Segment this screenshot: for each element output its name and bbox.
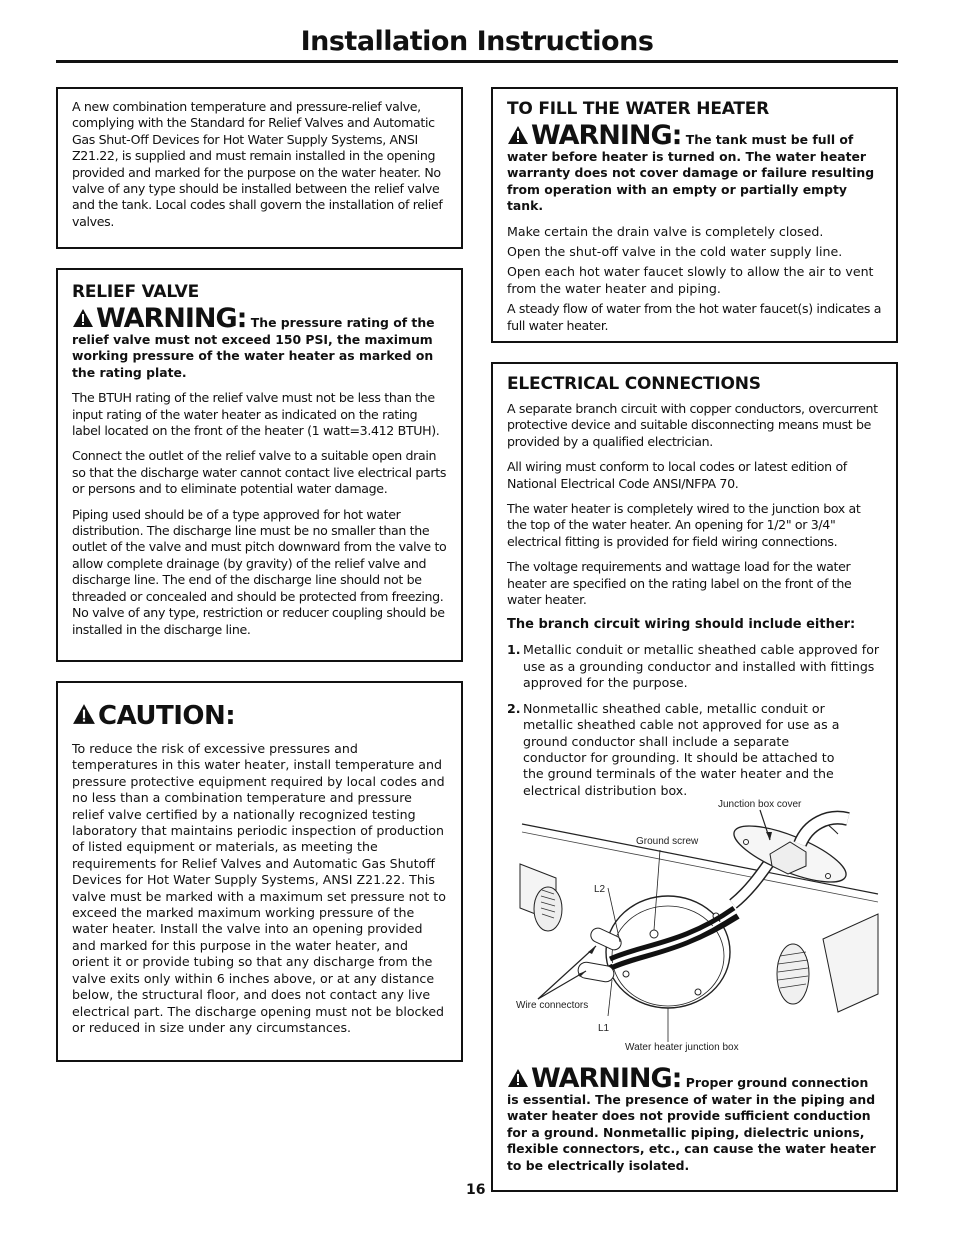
junction-box-cover [728, 815, 853, 893]
relief-valve-warning [72, 303, 447, 381]
warning-text: Proper ground connection is essential. The presence of water in the piping and water heater does not provide sufficient conduction for a ground. Nonmetallic piping, dielectric unions, flexible connectors, etc., can cause the water heater to be electrically isolated. [507, 1075, 876, 1173]
wire-connectors-label: Wire connectors [516, 1000, 589, 1011]
right-pipe-fitting [777, 914, 878, 1012]
page-title: Installation Instructions [300, 26, 654, 57]
left-pipe-fitting [520, 864, 562, 931]
fill-heading: TO FILL THE WATER HEATER [507, 99, 770, 119]
relief-valve-heading: RELIEF VALVE [72, 282, 200, 302]
l2-label: L2 [594, 884, 606, 895]
warning-text: The tank must be full of water before heater is turned on. The water heater warranty does not cover damage or failure resulting from operation with an empty or partially empty tank. [507, 132, 875, 214]
title-rule [56, 60, 898, 63]
electrical-paragraph: The water heater is completely wired to the junction box at the top of the water heater. An opening for 1/2" or 3/4" electrical fitting is provided for field wiring connections. [507, 501, 861, 549]
caution-word: CAUTION: [98, 701, 236, 731]
relief-valve-intro-box [56, 87, 463, 249]
caution-text: To reduce the risk of excessive pressures and temperatures in this water heater, install temperature and pressure protective equipment required by local codes and no less than a combination temperature and pressure relief valve certified by a nationally recognized testing laboratory that maintains periodic inspection of production of listed equipment or materials, as meeting the requirements for Relief Valves and Automatic Gas Shutoff Devices for Hot Water Supply Systems, ANSI Z21.22. This valve must be marked with a maximum set pressure not to exceed the marked maximum working pressure of the water heater. Install the valve into an opening provided and marked for this purpose in the water heater, and orient it or provide tubing so that any discharge from the valve exits only within 6 inches above, or at any distance below, the structural floor, and does not contact any live electrical part. The discharge opening must not be blocked or reduced in size under any circumstances. [72, 741, 446, 1035]
warning-triangle-icon [72, 308, 94, 328]
caution-heading [72, 701, 447, 731]
branch-circuit-subheading: The branch circuit wiring should include either: [507, 617, 856, 633]
electrical-heading: ELECTRICAL CONNECTIONS [507, 374, 761, 394]
fill-warning [507, 120, 882, 215]
fill-step: Open each hot water faucet slowly to allow the air to vent from the water heater and piping. [507, 264, 874, 296]
page-number: 16 [466, 1182, 486, 1198]
fill-step: A steady flow of water from the hot water faucet(s) indicates a full water heater. [507, 301, 882, 333]
relief-paragraph: Piping used should be of a type approved for hot water distribution. The discharge line must be no smaller than the outlet of the valve and must pitch downward from the valve to allow complete drainage (by gravity) of the relief valve and discharge line. The end of the discharge line should not be threaded or concealed and should be protected from freezing. No valve of any type, restriction or reducer coupling should be installed in the discharge line. [72, 506, 447, 637]
electrical-paragraph: A separate branch circuit with copper conductors, overcurrent protective device and suitable disconnecting means must be provided by a qualified electrician. [507, 401, 878, 449]
fill-step: Make certain the drain valve is completely closed. [507, 223, 824, 239]
warning-word: WARNING: [531, 1063, 682, 1094]
electrical-paragraph: All wiring must conform to local codes or latest edition of National Electrical Code ANSI/NFPA 70. [507, 459, 847, 491]
relief-paragraph: The BTUH rating of the relief valve must not be less than the input rating of the water heater as indicated on the rating label located on the front of the heater (1 watt=3.412 BTUH). [72, 390, 440, 439]
junction-box-diagram [508, 794, 886, 1056]
electrical-paragraph: The voltage requirements and wattage load for the water heater are specified on the rating label on the front of the water heater. [507, 559, 852, 608]
relief-valve-box [56, 268, 463, 662]
warning-triangle-icon [507, 1068, 529, 1088]
relief-paragraph: Connect the outlet of the relief valve to a suitable open drain so that the discharge water cannot contact live electrical parts or persons and to eliminate potential water damage. [72, 448, 447, 497]
list-item [507, 642, 882, 691]
fill-step: Open the shut-off valve in the cold water supply line. [507, 244, 843, 260]
list-text: Nonmetallic sheathed cable, metallic conduit or metallic sheathed cable not approved for use as a ground conductor shall include a separate conductor for grounding. It should be attached to the ground terminals of the water heater and the electrical distribution box. [523, 700, 840, 798]
warning-word: WARNING: [96, 303, 247, 334]
list-item [507, 701, 853, 799]
intro-text: A new combination temperature and pressure-relief valve, complying with the Standard for Relief Valves and Automatic Gas Shut-Off Devices for Hot Water Supply Systems, ANSI Z21.22, is supplied and must remain installed in the opening provided and marked for the purpose on the water heater. No valve of any type should be installed between the relief valve and the tank. Local codes shall govern the installation of relief valves. [72, 99, 443, 229]
junction-box-label: Water heater junction box [625, 1042, 739, 1053]
list-number: 1. [507, 642, 521, 658]
ground-screw-label: Ground screw [636, 836, 699, 847]
l1-label: L1 [598, 1023, 610, 1034]
warning-triangle-icon [72, 703, 96, 725]
warning-word: WARNING: [531, 120, 682, 151]
branch-circuit-list [507, 642, 882, 799]
junction-box-cover-label: Junction box cover [718, 799, 802, 810]
warning-triangle-icon [507, 125, 529, 145]
list-text: Metallic conduit or metallic sheathed cable approved for use as a grounding conductor and installed with fittings approved for the purpose. [523, 642, 880, 691]
ground-connection-warning [507, 1063, 877, 1174]
warning-text: The pressure rating of the relief valve must not exceed 150 PSI, the maximum working pressure of the water heater as marked on the rating plate. [72, 315, 435, 380]
ground-screw-icon [650, 930, 658, 938]
list-number: 2. [507, 700, 521, 716]
fill-water-heater-box [491, 87, 898, 343]
caution-box [56, 681, 463, 1062]
